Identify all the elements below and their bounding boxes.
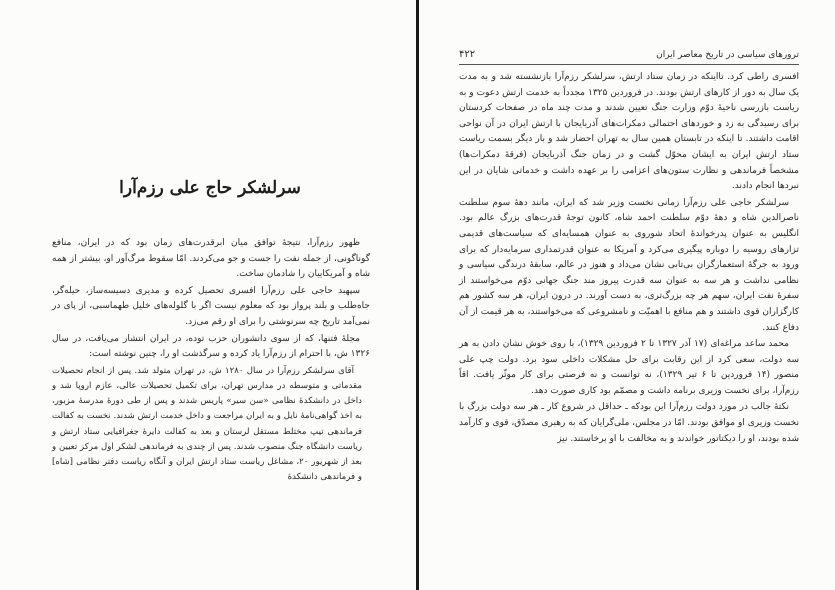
running-head: ترورهای سیاسی در تاریخ معاصر ایران xyxy=(656,50,799,60)
chapter-title: سرلشکر حاج علی رزم‌آرا xyxy=(119,178,301,198)
paragraph: نکتهٔ جالب در مورد دولت رزم‌آرا این بودکه ـ حداقل در شروع کار ـ هر سه دولت بزرگ با نخست وزیری او موافق بودند. امّا در مجلس، ملی‌گرایان که به رهبری مصدّق، قوی و کارآمد شده بودند، او را دیکتاتور خواندند و به مخالفت با او برخاستند. نیز xyxy=(459,402,799,444)
paragraph: سرلشکر حاجی علی رزم‌آرا زمانی نخست وزیر شد که ایران، مانند دههٔ سوم سلطنت ناصرالدین شاه و دههٔ دوّم سلطنت احمد شاه، کانون توجهٔ قدرت‌های بزرگ عالم بود. انگلیس به عنوان پدرخواندهٔ اتحاد شوروی به عنوان همسایه‌ای که سیاست‌های قدیمی تزارهای روسیه را دوباره پیگیری می‌کرد و آمریکا به عنوان قدرتمداری سرمایه‌دار که برای ورود به جرگهٔ استعمارگران بی‌تابی نشان می‌داد و هنوز در عالم، سابقهٔ درندگی سیاسی و نظامی نداشت و هر سه به عنوان سه قدرت پیروز مند جنگ جهانی دوّم می‌خواستند از سفرهٔ نفت ایران، سهم هر چه بزرگ‌تری، به دست آورند. در درون ایران، هر سه کشور هم کارگزاران قوی داشتند و هم منافع با اهمیّت و نامشروعی که می‌خواستند، به هر قیمت از آن دفاع کنند. xyxy=(459,197,799,333)
paragraph: سپهبد حاجی علی رزم‌آرا افسری تحصیل کرده و مدیری دسیسه‌ساز، حیله‌گر، جاه‌طلب و بلند پرواز بود که معلوم نیست اگر با گلوله‌های خلیل طهماسبی، از پای در نمی‌آمد تاریخ چه سرنوشتی را برای او رقم می‌زد. xyxy=(52,285,370,327)
paragraph: افسری راطی کرد. تااینکه در زمان ستاد ارتش، سرلشکر رزم‌آرا بازنشسته شد و به مدت یک سال به دور از کارهای ارتش بودند. در فروردین ۱۳۲۵ مجدداً به خدمت ارتش دعوت و به ریاست بازرسی ناحیهٔ دوّم وزارت جنگ تعیین شدند و مدت چند ماه در صفحات کردستان برای رسیدگی به زد و خوردهای احتمالی دمکرات‌های آذربایجان با ارتش ایران در آن نواحی اقامت داشتند. تا اینکه در تابستان همین سال به تهران احضار شد و بار دیگر بسمت ریاست ستاد ارتش ایران به ایشان محوّل گشت و در زمان جنگ آذربایجان (فرقهٔ دمکرات‌ها) مشخصاً فرماندهی و نظارت ستون‌های اعزامی را بر عهده داشت و خدماتی شایان در این نبردها انجام دادند. xyxy=(459,72,800,192)
left-page-body xyxy=(52,236,370,556)
right-page xyxy=(419,0,835,590)
right-page-body xyxy=(459,70,799,570)
page-number: ۴۲۲ xyxy=(459,49,476,60)
paragraph: مجلهٔ فتنها، که از سوی دانشوران حزب توده، در ایران انتشار می‌یافت، در سال ۱۳۲۶ ش، با احترام از رزم‌آرا یاد کرده و سرگذشت او را، چنین نوشته است: xyxy=(52,333,370,360)
paragraph: ظهور رزم‌آرا، نتیجهٔ توافق میان ابرقدرت‌های زمان بود که در ایران، منافع گوناگونی، از جمله نفت را جست و جو می‌کردند. امّا سقوط مرگ‌آور او، بیشتر از همه شاه و آمریکاییان را شادمان ساخت. xyxy=(52,238,370,280)
page-header xyxy=(459,48,799,65)
block-quote xyxy=(52,364,370,486)
quote-paragraph: آقای سرلشکر رزم‌آرا در سال ۱۲۸۰ ش، در تهران متولد شد. پس از انجام تحصیلات مقدماتی و متوسطه در مدارس تهران، برای تکمیل تحصیلات عالی، عازم اروپا شد و داخل در دانشکدهٔ نظامی «سن سیر» پاریس شدند و پس از طی دورهٔ مدرسهٔ مزبور، به اخذ گواهی‌نامهٔ نایل و به ایران مراجعت و داخل خدمت ارتش شدند. نخست به کفالت فرماندهی تیپ مختلط مستقل لرستان و بعد به کفالت دایرهٔ جغرافیایی ستاد ارتش و ریاست دانشگاه جنگ منصوب شدند. پس از چندی به فرماندهی لشکر اول مرکز تعیین و بعد از شهریور ۲۰، مشاغل ریاست ستاد ارتش ایران و آنگاه ریاست دفتر نظامی [شاه] و فرماندهی دانشکدهٔ xyxy=(52,365,362,483)
paragraph: محمد ساعد مراغه‌ای (۱۷ آذر ۱۳۲۷ تا ۲ فروردین ۱۳۲۹)، با روی خوش نشان دادن به هر سه دولت، سعی کرد از این رقابت برای حل مشکلات داخلی سود برد. دولت چپ علی منصور (۱۴ فروردین تا ۶ تیر ۱۳۲۹)، نه توانست و نه فرصتی برای کار موثّر یافت. اقاً رزم‌آرا، برای نخست وزیری برنامه داشت و مصمّم بود کاری صورت دهد. xyxy=(459,339,799,396)
left-page xyxy=(0,0,417,590)
